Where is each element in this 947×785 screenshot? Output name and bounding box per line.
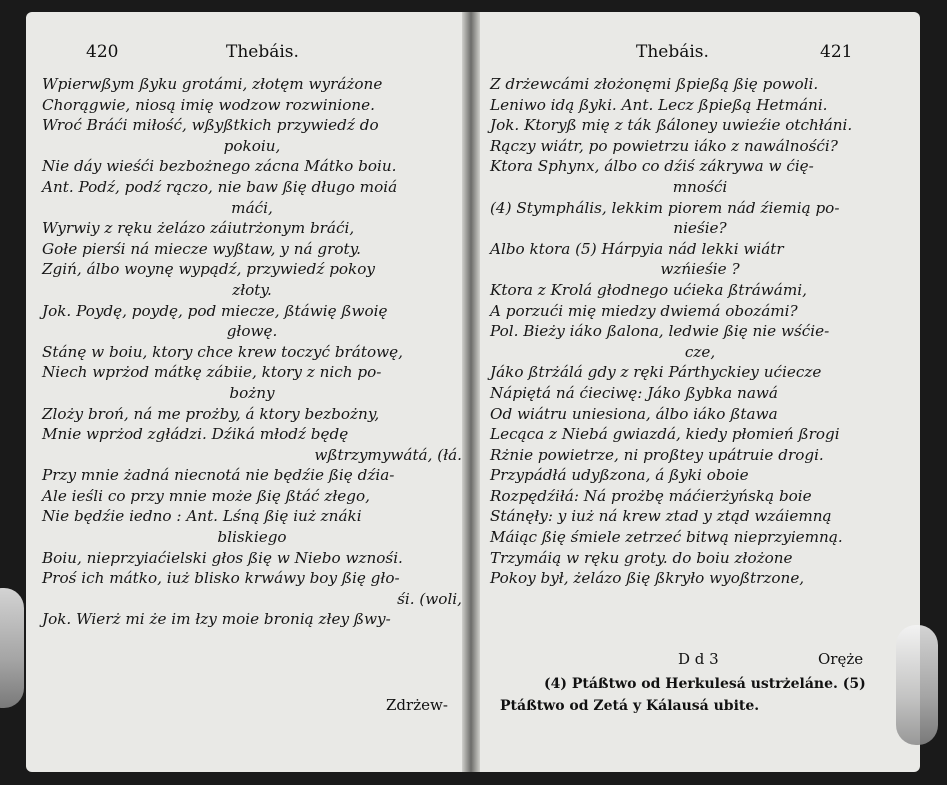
book-gutter	[462, 12, 480, 772]
text-line: Przy mnie żadná niecnotá nie będźie ßię dźia-	[42, 466, 395, 485]
page-clip-right	[896, 625, 938, 745]
text-line: bożny	[229, 383, 275, 402]
left-page-number: 420	[86, 42, 119, 62]
text-line: Przypádłá udyßzona, á ßyki oboie	[490, 466, 749, 485]
text-line: pokoiu,	[223, 136, 281, 155]
text-line: Nie dáy wieśći bezbożnego zácna Mátko boiu.	[42, 157, 397, 176]
text-line: Trzymáią w ręku groty. do boiu złożone	[490, 548, 793, 567]
text-line: mnośći	[672, 177, 728, 196]
text-line: Ale ieśli co przy mnie może ßię ßtáć złego,	[42, 486, 370, 505]
text-line: Gołe pierśi ná miecze wyßtaw, y ná groty.	[42, 239, 361, 258]
right-catchword: Oręże	[818, 650, 864, 668]
text-line: Z drżewcámi złożonęmi ßpießą ßię powoli.	[490, 75, 819, 93]
left-page	[26, 12, 470, 772]
text-line: Rżnie powietrze, ni proßtey upátruie drogi.	[490, 445, 824, 464]
text-line: złoty.	[232, 280, 272, 299]
text-line: śi. (woli,	[397, 589, 462, 608]
text-line: Ant. Podź, podź rączo, nie baw ßię długo moiá	[42, 177, 398, 196]
text-line: Ktora z Krolá głodnego ućieka ßtráwámi,	[490, 280, 807, 299]
text-line: Jok. Poydę, poydę, pod miecze, ßtáwię ßwoię	[42, 301, 388, 320]
left-page-text	[42, 74, 462, 630]
text-line: Stánę w boiu, ktory chce krew toczyć brátowę,	[42, 342, 403, 361]
text-line: bliskiego	[217, 528, 287, 547]
text-line: Chorągwie, niosą imię wodzow rozwinione.	[42, 95, 375, 114]
text-line: Leniwo idą ßyki. Ant. Lecz ßpießą Hetmáni.	[490, 95, 828, 114]
page-clip-left	[0, 588, 24, 708]
text-line: Ktora Sphynx, álbo co dźiś zákrywa w ćię-	[490, 157, 814, 176]
text-line: Od wiátru uniesiona, álbo iáko ßtawa	[490, 404, 778, 423]
text-line: A porzući mię miedzy dwiemá obozámi?	[490, 301, 798, 320]
text-line: Rozpędźiłá: Ná prożbę máćierżyńską boie	[490, 486, 812, 505]
footnote-line-2: Ptáßtwo od Zetá y Kálausá ubite.	[500, 698, 760, 714]
text-line: Máiąc ßię śmiele zetrzeć bitwą nieprzyiemną.	[490, 528, 843, 547]
text-line: Proś ich mátko, iuż blisko krwáwy boy ßię gło-	[42, 569, 400, 588]
left-running-head: Thebáis.	[226, 42, 299, 62]
text-line: Nápiętá ná ćieciwę: Jáko ßybka nawá	[490, 383, 778, 402]
text-line: Zloży broń, ná me prożby, á ktory bezbożny,	[42, 404, 380, 423]
right-page	[472, 12, 920, 772]
footnote-line-1: (4) Ptáßtwo od Herkulesá ustrżeláne. (5)	[544, 676, 866, 692]
text-line: Pokoy był, żelázo ßię ßkryło wyoßtrzone,	[490, 569, 805, 588]
text-line: Zgiń, álbo woynę wypądź, przywiedź pokoy	[42, 260, 375, 279]
right-page-text	[490, 74, 910, 589]
signature-mark: D d 3	[678, 650, 719, 668]
text-line: Boiu, nieprzyiaćielski głos ßię w Niebo wznośi.	[42, 548, 403, 567]
left-catchword: Zdrżew-	[386, 696, 448, 714]
text-line: Nie będźie iedno : Ant. Lśną ßię iuż znáki	[42, 507, 362, 526]
text-line: Wpierwßym ßyku grotámi, złotęm wyráżone	[42, 75, 383, 93]
right-running-head: Thebáis.	[636, 42, 709, 62]
text-line: Pol. Bieży iáko ßalona, ledwie ßię nie wśćie-	[490, 322, 830, 341]
text-line: Jok. Wierż mi że im łzy moie bronią złey ßwy-	[42, 610, 391, 629]
text-line: Albo ktora (5) Hárpyia nád lekki wiátr	[490, 239, 784, 258]
text-line: Rączy wiátr, po powietrzu iáko z nawálnośći?	[490, 136, 838, 155]
text-line: Niech wprżod mátkę zábiie, ktory z nich po-	[42, 363, 382, 382]
text-line: Jok. Ktoryß mię z ták ßáloney uwieźie otchłáni.	[490, 116, 853, 135]
text-line: głowę.	[226, 322, 278, 341]
text-line: wzńieśie ?	[660, 260, 740, 279]
text-line: máći,	[231, 198, 273, 217]
right-page-number: 421	[820, 42, 853, 62]
text-line: Mnie wprżod zgłádzi. Dźiká młodź będę	[42, 425, 349, 444]
text-line: Jáko ßtrżálá gdy z ręki Párthyckiey ućiecze	[490, 363, 822, 382]
text-line: (4) Stymphális, lekkim piorem nád źiemią po-	[490, 198, 840, 217]
text-line: wßtrzymywátá, (łá.	[314, 445, 462, 464]
text-line: cze,	[684, 342, 716, 361]
text-line: Lecąca z Niebá gwiazdá, kiedy płomień ßrogi	[490, 425, 840, 444]
text-line: Wyrwiy z ręku żelázo záiutrżonym bráći,	[42, 219, 355, 238]
text-line: Stánęły: y iuż ná krew ztad y ztąd wzáiemną	[490, 507, 832, 526]
text-line: Wroć Bráći miłość, wßyßtkich przywiedź do	[42, 116, 379, 135]
text-line: nieśie?	[673, 219, 727, 238]
